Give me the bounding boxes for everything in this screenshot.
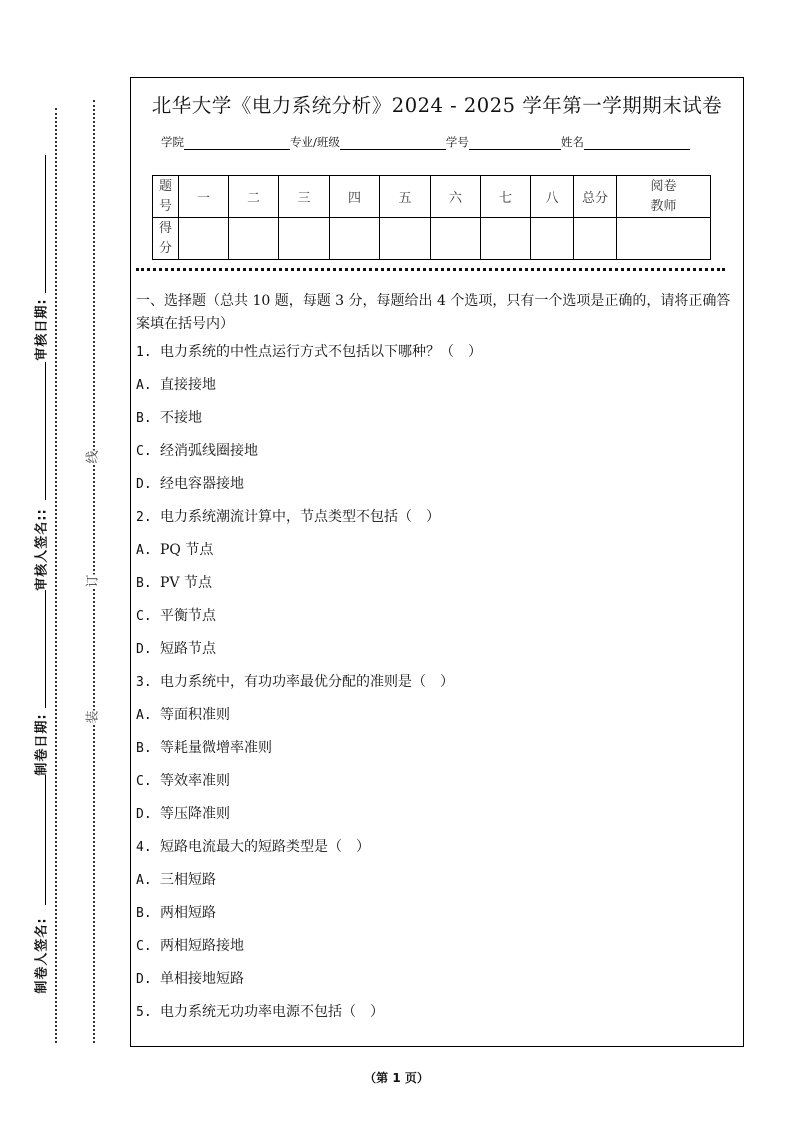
option-4c[interactable]: C. 两相短路接地 [136, 938, 244, 954]
field-major-class-input[interactable] [340, 137, 446, 150]
col-4: 四 [330, 176, 380, 218]
exam-frame [130, 77, 744, 1047]
option-2c[interactable]: C. 平衡节点 [136, 608, 216, 624]
col-total: 总分 [574, 176, 617, 218]
score-cell-8[interactable] [531, 218, 574, 260]
question-2: 2. 电力系统潮流计算中，节点类型不包括（ ） [136, 509, 440, 525]
question-5: 5. 电力系统无功功率电源不包括（ ） [136, 1004, 384, 1020]
score-cell-7[interactable] [481, 218, 531, 260]
option-2d[interactable]: D. 短路节点 [136, 641, 216, 657]
question-section [136, 290, 735, 1035]
score-table [152, 175, 711, 260]
option-3b[interactable]: B. 等耗量微增率准则 [136, 740, 272, 756]
option-3a[interactable]: A. 等面积准则 [136, 707, 230, 723]
question-1: 1. 电力系统的中性点运行方式不包括以下哪种？（ ） [136, 344, 482, 360]
col-7: 七 [481, 176, 531, 218]
score-cell-4[interactable] [330, 218, 380, 260]
section-heading: 一、选择题（总共 10 题，每题 3 分，每题给出 4 个选项，只有一个选项是正确的，请将正确答案填在括号内） [136, 293, 731, 332]
question-4: 4. 短路电流最大的短路类型是（ ） [136, 839, 370, 855]
sig-line-make-date [45, 590, 46, 708]
option-2b[interactable]: B. PV 节点 [136, 575, 212, 591]
option-3c[interactable]: C. 等效率准则 [136, 773, 230, 789]
binding-mark-bind: 装 [85, 710, 101, 724]
score-cell-2[interactable] [229, 218, 279, 260]
option-4a[interactable]: A. 三相短路 [136, 872, 216, 888]
binding-dotted-line-outer [93, 100, 95, 1043]
score-cell-6[interactable] [431, 218, 481, 260]
score-table-score-row [153, 218, 711, 260]
review-date-label: 审核日期: [34, 298, 50, 361]
dotted-separator [136, 268, 725, 271]
sig-line-review-date [45, 155, 46, 293]
col-6: 六 [431, 176, 481, 218]
score-cell-total[interactable] [574, 218, 617, 260]
score-cell-5[interactable] [380, 218, 431, 260]
col-2: 二 [229, 176, 279, 218]
score-cell-1[interactable] [179, 218, 229, 260]
binding-mark-line: 线 [85, 450, 101, 464]
col-8: 八 [531, 176, 574, 218]
field-label-college: 学院 [161, 135, 184, 149]
score-cell-grader[interactable] [617, 218, 711, 260]
sig-line-make-sign [45, 775, 46, 905]
option-1c[interactable]: C. 经消弧线圈接地 [136, 443, 258, 459]
field-name-input[interactable] [584, 137, 690, 150]
score-cell-3[interactable] [279, 218, 330, 260]
col-1: 一 [179, 176, 229, 218]
field-college-input[interactable] [184, 137, 290, 150]
option-1a[interactable]: A. 直接接地 [136, 377, 216, 393]
row-head-score: 得分 [153, 218, 179, 260]
option-4d[interactable]: D. 单相接地短路 [136, 971, 244, 987]
score-table-header-row [153, 176, 711, 218]
col-3: 三 [279, 176, 330, 218]
col-grader: 阅卷教师 [617, 176, 711, 218]
review-signer-label: 审核人签名:: [34, 508, 50, 591]
sig-line-review-sign [45, 362, 46, 500]
option-1b[interactable]: B. 不接地 [136, 410, 202, 426]
binding-dotted-line-inner [55, 108, 57, 1043]
option-1d[interactable]: D. 经电容器接地 [136, 476, 244, 492]
binding-mark-staple: 订 [85, 574, 101, 588]
field-student-id-input[interactable] [469, 137, 561, 150]
student-info-row [161, 134, 690, 150]
make-date-label: 制卷日期: [34, 713, 50, 776]
field-label-name: 姓名 [560, 135, 584, 149]
col-5: 五 [380, 176, 431, 218]
field-label-major-class: 专业/班级 [290, 135, 340, 149]
field-label-student-id: 学号 [445, 135, 469, 149]
row-head-question-no: 题号 [153, 176, 179, 218]
exam-title: 北华大学《电力系统分析》2024 - 2025 学年第一学期期末试卷 [151, 94, 723, 117]
question-3: 3. 电力系统中，有功功率最优分配的准则是（ ） [136, 674, 454, 690]
option-4b[interactable]: B. 两相短路 [136, 905, 216, 921]
option-3d[interactable]: D. 等压降准则 [136, 806, 230, 822]
make-signer-label: 制卷人签名: [34, 917, 50, 994]
option-2a[interactable]: A. PQ 节点 [136, 542, 214, 558]
page-number: （第 1 页） [364, 1071, 429, 1085]
